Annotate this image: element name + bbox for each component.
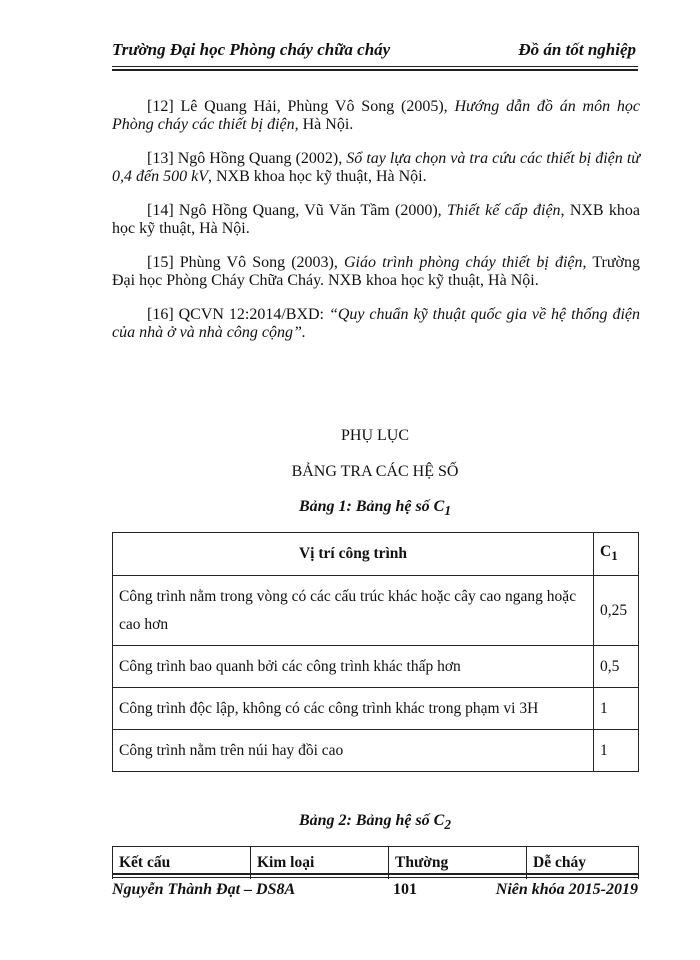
header-divider <box>112 66 638 71</box>
appendix-heading: PHỤ LỤC <box>340 427 409 444</box>
table-row <box>113 576 639 646</box>
column-header-location: Vị trí công trình <box>113 533 594 576</box>
table-row <box>113 688 639 730</box>
column-header-coefficient: $C_1$ <box>594 533 639 576</box>
coefficient-table-c1 <box>112 532 639 772</box>
reference-item: [14] Ngô Hồng Quang, Vũ Văn Tầm (2000), Thiết kế cấp điện, NXB khoa học kỹ thuật, Hà Nội. <box>112 202 640 237</box>
footer-divider <box>112 873 638 878</box>
row-value: 0,5 <box>594 646 639 688</box>
footer-author: Nguyễn Thành Đạt – DS8A <box>112 881 296 898</box>
header-doc-type: Đồ án tốt nghiệp <box>518 40 636 59</box>
page-number: 101 <box>393 881 417 898</box>
appendix-subheading: BẢNG TRA CÁC HỆ SỐ <box>291 463 459 480</box>
row-location: Công trình bao quanh bởi các công trình khác thấp hơn <box>113 646 594 688</box>
reference-item: [16] QCVN 12:2014/BXD: “Quy chuẩn kỹ thuật quốc gia về hệ thống điện của nhà ở và nhà công cộng”. <box>112 306 641 341</box>
reference-item: [12] Lê Quang Hải, Phùng Vô Song (2005), Hướng dẫn đồ án môn học Phòng cháy các thiết bị điện, Hà Nội. <box>112 98 640 133</box>
row-location: Công trình nằm trong vòng có các cấu trúc khác hoặc cây cao ngang hoặc cao hơn <box>113 576 594 646</box>
column-header-metal: Kim loại <box>251 847 389 880</box>
page-header <box>112 40 636 66</box>
reference-list <box>112 82 640 345</box>
column-header-normal: Thường <box>389 847 527 880</box>
footer-academic-year: Niên khóa 2015-2019 <box>495 881 638 898</box>
table1-caption: Bảng 1: Bảng hệ số $C_1$ <box>298 498 452 519</box>
column-header-structure: Kết cấu <box>113 847 251 880</box>
column-header-flammable: Dễ cháy <box>527 847 639 880</box>
reference-item: [15] Phùng Vô Song (2003), Giáo trình phòng cháy thiết bị điện, Trường Đại học Phòng Cháy Chữa Cháy. NXB khoa học kỹ thuật, Hà Nội. <box>112 254 641 289</box>
table-row <box>113 646 639 688</box>
header-school: Trường Đại học Phòng cháy chữa cháy <box>112 40 391 59</box>
row-value: 0,25 <box>594 576 639 646</box>
row-location: Công trình nằm trên núi hay đồi cao <box>113 730 594 772</box>
page-footer <box>112 881 638 903</box>
table-header-row <box>113 533 639 576</box>
row-value: 1 <box>594 688 639 730</box>
row-value: 1 <box>594 730 639 772</box>
reference-item: [13] Ngô Hồng Quang (2002), Sổ tay lựa chọn và tra cứu các thiết bị điện từ 0,4 đến 500 kV, NXB khoa học kỹ thuật, Hà Nội. <box>112 150 640 185</box>
table-row <box>113 730 639 772</box>
table2-caption: Bảng 2: Bảng hệ số $C_2$ <box>298 812 452 833</box>
row-location: Công trình độc lập, không có các công trình khác trong phạm vi 3H <box>113 688 594 730</box>
